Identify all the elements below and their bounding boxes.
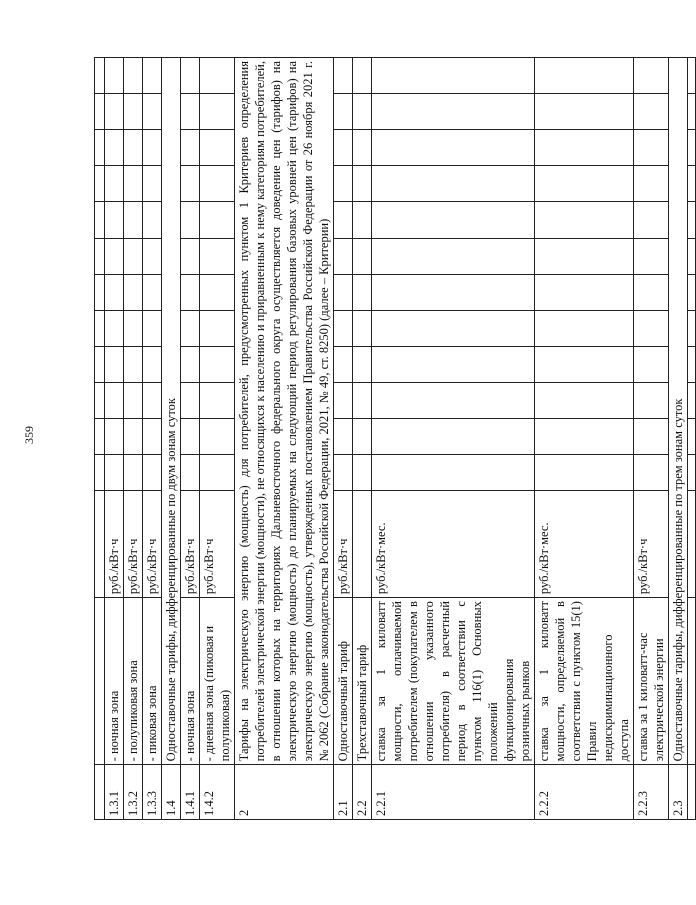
row-unit: руб./кВт·мес.: [372, 490, 535, 597]
table-cell: [688, 274, 696, 310]
row-name: - полупиковая зона: [124, 598, 143, 765]
row-number: 2.2.2: [535, 765, 634, 820]
value-cell: [353, 346, 372, 382]
value-cell: [353, 130, 372, 166]
value-cell: [124, 454, 143, 490]
value-cell: [353, 58, 372, 94]
value-cell: [181, 274, 200, 310]
value-cell: [535, 130, 634, 166]
value-cell: [105, 382, 124, 418]
value-cell: [181, 202, 200, 238]
table-row: [353, 58, 372, 820]
row-number: 2.2.1: [372, 765, 535, 820]
table-row: [535, 58, 634, 820]
value-cell: [353, 166, 372, 202]
table-cell: [688, 94, 696, 130]
value-cell: [535, 346, 634, 382]
table-cell: [95, 382, 105, 418]
value-cell: [124, 382, 143, 418]
row-number: 2: [235, 765, 334, 820]
value-cell: [334, 58, 353, 94]
table-cell: [95, 274, 105, 310]
value-cell: [334, 346, 353, 382]
value-cell: [634, 166, 669, 202]
value-cell: [372, 454, 535, 490]
value-cell: [634, 238, 669, 274]
row-name: ставка за 1 киловатт мощности, определяемой в соответствии с пунктом 15(1) Правил недискриминационного доступа: [535, 598, 634, 765]
value-cell: [353, 274, 372, 310]
value-cell: [634, 94, 669, 130]
value-cell: [181, 454, 200, 490]
value-cell: [634, 418, 669, 454]
page-number: 359: [22, 426, 36, 444]
value-cell: [334, 418, 353, 454]
table-cell: [95, 765, 105, 820]
value-cell: [535, 382, 634, 418]
table-cell: [95, 130, 105, 166]
value-cell: [105, 58, 124, 94]
section-heading: Тарифы на электрическую энергию (мощность) для потребителей, предусмотренных пунктом 1 Критериев определения потребителей электрической энергии (мощности), не относящихся к населению и приравненным к нему категориям потребителей, в отношении которых на территориях Дальневосточного федерального округа осуществляется доведение цен (тарифов) на электрическую энергию (мощность) до планируемых на следующий период регулирования базовых уровней цен (тарифов) на электрическую энергию (мощность), утвержденных постановлением Правительства Российской Федерации от 26 ноября 2021 г. № 2062 (Собрание законодательства Российской Федерации, 2021, № 49, ст. 8250) (далее – Критерии): [235, 58, 334, 765]
value-cell: [124, 202, 143, 238]
value-cell: [124, 274, 143, 310]
row-number: 2.3: [669, 765, 688, 820]
table-row: [235, 58, 334, 820]
tariff-table: [94, 57, 696, 820]
section-heading: Одноставочные тарифы, дифференцированные по трем зонам суток: [669, 58, 688, 765]
row-unit: руб./кВт·ч: [334, 490, 353, 597]
value-cell: [105, 274, 124, 310]
value-cell: [200, 454, 235, 490]
value-cell: [124, 166, 143, 202]
row-number: 1.3.3: [143, 765, 162, 820]
row-unit: руб./кВт·ч: [634, 490, 669, 597]
table-cell: [95, 346, 105, 382]
value-cell: [124, 94, 143, 130]
value-cell: [353, 382, 372, 418]
value-cell: [143, 166, 162, 202]
row-name: ставка за 1 киловатт-час электрической энергии: [634, 598, 669, 765]
row-number: 1.4.1: [181, 765, 200, 820]
value-cell: [334, 454, 353, 490]
value-cell: [200, 310, 235, 346]
value-cell: [143, 382, 162, 418]
value-cell: [334, 130, 353, 166]
value-cell: [124, 346, 143, 382]
value-cell: [105, 238, 124, 274]
row-number: 1.3.1: [105, 765, 124, 820]
table-cell: [688, 166, 696, 202]
table-cell: [688, 765, 696, 820]
table-cell: [688, 598, 696, 765]
value-cell: [634, 454, 669, 490]
row-name: - ночная зона: [105, 598, 124, 765]
value-cell: [143, 238, 162, 274]
value-cell: [143, 310, 162, 346]
value-cell: [372, 346, 535, 382]
table-row: [334, 58, 353, 820]
value-cell: [535, 202, 634, 238]
value-cell: [372, 130, 535, 166]
value-cell: [353, 238, 372, 274]
value-cell: [535, 58, 634, 94]
row-name: - пиковая зона: [143, 598, 162, 765]
value-cell: [200, 274, 235, 310]
value-cell: [200, 346, 235, 382]
table-cell: [95, 418, 105, 454]
value-cell: [634, 202, 669, 238]
table-cell: [688, 310, 696, 346]
table-row: [634, 58, 669, 820]
value-cell: [353, 454, 372, 490]
row-unit: руб./кВт·мес.: [535, 490, 634, 597]
value-cell: [372, 382, 535, 418]
value-cell: [634, 130, 669, 166]
table-row: [162, 58, 181, 820]
value-cell: [181, 346, 200, 382]
value-cell: [535, 166, 634, 202]
table-cell: [688, 382, 696, 418]
value-cell: [124, 418, 143, 454]
value-cell: [334, 382, 353, 418]
row-name: Трехставочный тариф: [353, 598, 372, 765]
row-unit: руб./кВт·ч: [124, 490, 143, 597]
value-cell: [353, 202, 372, 238]
value-cell: [143, 274, 162, 310]
table-cell: [95, 454, 105, 490]
table-cell: [95, 58, 105, 94]
value-cell: [372, 238, 535, 274]
table-cell: [95, 166, 105, 202]
value-cell: [334, 238, 353, 274]
rotated-page: [94, 57, 696, 820]
value-cell: [634, 310, 669, 346]
row-unit: руб./кВт·ч: [143, 490, 162, 597]
row-number: 1.4: [162, 765, 181, 820]
value-cell: [181, 418, 200, 454]
value-cell: [200, 58, 235, 94]
value-cell: [143, 202, 162, 238]
value-cell: [105, 346, 124, 382]
row-unit: [353, 490, 372, 597]
row-unit: руб./кВт·ч: [181, 490, 200, 597]
value-cell: [181, 166, 200, 202]
row-number: 2.2: [353, 765, 372, 820]
table-row: [105, 58, 124, 820]
row-number: 2.1: [334, 765, 353, 820]
value-cell: [181, 130, 200, 166]
value-cell: [535, 94, 634, 130]
row-number: 1.4.2: [200, 765, 235, 820]
value-cell: [200, 238, 235, 274]
value-cell: [143, 130, 162, 166]
value-cell: [353, 418, 372, 454]
table-cell: [95, 94, 105, 130]
table-cell: [95, 238, 105, 274]
value-cell: [334, 166, 353, 202]
table-cell: [688, 238, 696, 274]
value-cell: [143, 94, 162, 130]
value-cell: [105, 166, 124, 202]
table-row: [372, 58, 535, 820]
value-cell: [181, 94, 200, 130]
value-cell: [200, 130, 235, 166]
table-cell: [95, 598, 105, 765]
value-cell: [634, 58, 669, 94]
value-cell: [535, 418, 634, 454]
value-cell: [535, 310, 634, 346]
table-cell: [95, 490, 105, 597]
value-cell: [124, 58, 143, 94]
value-cell: [181, 310, 200, 346]
value-cell: [200, 202, 235, 238]
value-cell: [105, 454, 124, 490]
table-cell: [95, 310, 105, 346]
value-cell: [353, 94, 372, 130]
value-cell: [372, 418, 535, 454]
row-unit: руб./кВт·ч: [105, 490, 124, 597]
row-unit: руб./кВт·ч: [200, 490, 235, 597]
value-cell: [105, 202, 124, 238]
value-cell: [334, 310, 353, 346]
table-cell: [688, 58, 696, 94]
value-cell: [200, 418, 235, 454]
table-cell: [688, 418, 696, 454]
row-name: ставка за 1 киловатт мощности, оплачиваемой потребителем (покупателем в отношении указанного потребителя) в расчетный период в соответствии с пунктом 116(1) Основных положений функционирования розничных рынков: [372, 598, 535, 765]
table-cell: [688, 454, 696, 490]
value-cell: [535, 238, 634, 274]
table-row: [669, 58, 688, 820]
value-cell: [535, 454, 634, 490]
value-cell: [353, 310, 372, 346]
table-cell: [688, 490, 696, 597]
value-cell: [200, 94, 235, 130]
value-cell: [105, 310, 124, 346]
value-cell: [200, 382, 235, 418]
value-cell: [634, 346, 669, 382]
value-cell: [105, 94, 124, 130]
table-row: [124, 58, 143, 820]
row-number: 1.3.2: [124, 765, 143, 820]
value-cell: [105, 418, 124, 454]
value-cell: [334, 202, 353, 238]
table-cell: [688, 202, 696, 238]
value-cell: [124, 238, 143, 274]
row-number: 2.2.3: [634, 765, 669, 820]
value-cell: [143, 454, 162, 490]
table-cell: [95, 202, 105, 238]
value-cell: [143, 418, 162, 454]
value-cell: [634, 382, 669, 418]
value-cell: [181, 58, 200, 94]
value-cell: [334, 94, 353, 130]
value-cell: [124, 130, 143, 166]
value-cell: [372, 202, 535, 238]
value-cell: [105, 130, 124, 166]
value-cell: [143, 346, 162, 382]
row-name: Одноставочный тариф: [334, 598, 353, 765]
value-cell: [372, 274, 535, 310]
value-cell: [372, 94, 535, 130]
table-row: [143, 58, 162, 820]
value-cell: [634, 274, 669, 310]
table-cell: [688, 130, 696, 166]
value-cell: [200, 166, 235, 202]
value-cell: [372, 310, 535, 346]
value-cell: [181, 382, 200, 418]
row-name: - дневная зона (пиковая и полупиковая): [200, 598, 235, 765]
value-cell: [143, 58, 162, 94]
section-heading: Одноставочные тарифы, дифференцированные по двум зонам суток: [162, 58, 181, 765]
value-cell: [181, 238, 200, 274]
value-cell: [124, 310, 143, 346]
value-cell: [334, 274, 353, 310]
row-name: - ночная зона: [181, 598, 200, 765]
value-cell: [535, 274, 634, 310]
table-row: [181, 58, 200, 820]
table-row: [200, 58, 235, 820]
value-cell: [372, 166, 535, 202]
value-cell: [372, 58, 535, 94]
table-cell: [688, 346, 696, 382]
